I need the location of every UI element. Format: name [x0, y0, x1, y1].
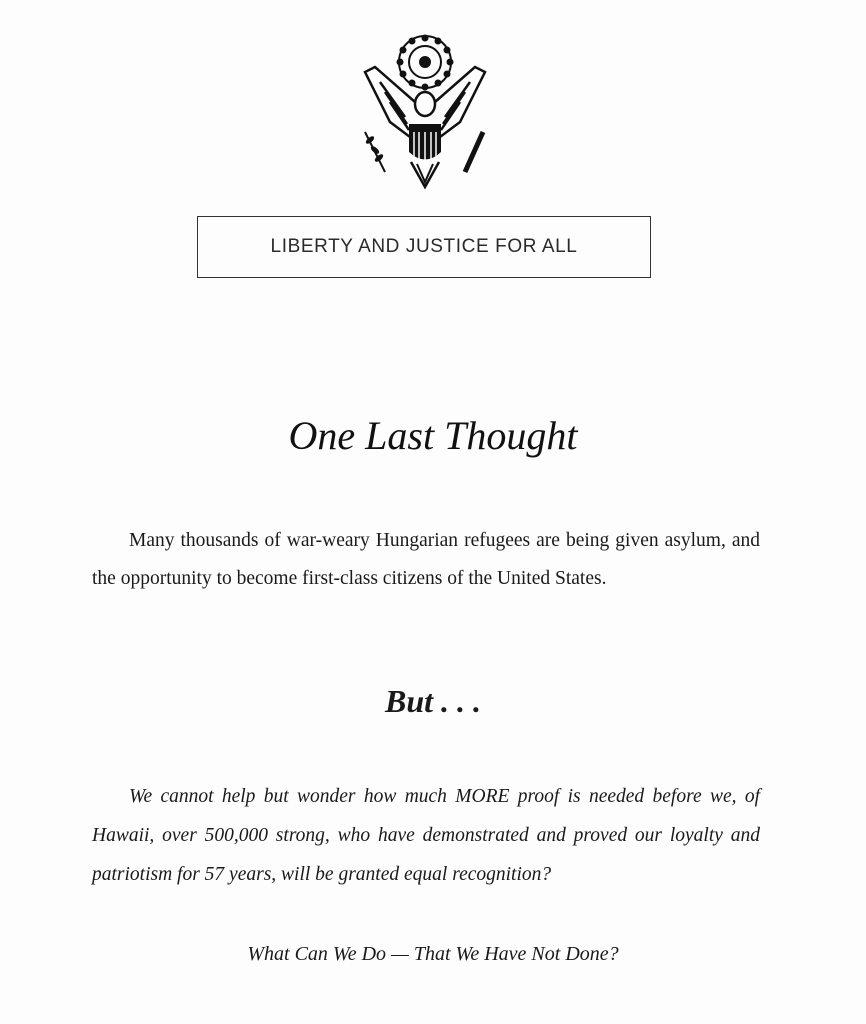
- motto-text: LIBERTY AND JUSTICE FOR ALL: [270, 236, 578, 257]
- closing-question: What Can We Do — That We Have Not Done?: [247, 943, 619, 965]
- page-title: One Last Thought: [288, 413, 578, 458]
- but-heading: But . . .: [384, 683, 482, 719]
- refugees-paragraph: Many thousands of war-weary Hungarian refugees are being given asylum, and the opportunity to become first-class citizens of the United States.: [92, 529, 760, 589]
- plea-paragraph: We cannot help but wonder how much MORE proof is needed before we, of Hawaii, over 500,000 strong, who have demonstrated and proved our loyalty and patriotism for 57 years, will be granted equal recognition?: [92, 785, 760, 885]
- great-seal-eagle-icon: [355, 32, 495, 192]
- motto-box: [197, 216, 651, 278]
